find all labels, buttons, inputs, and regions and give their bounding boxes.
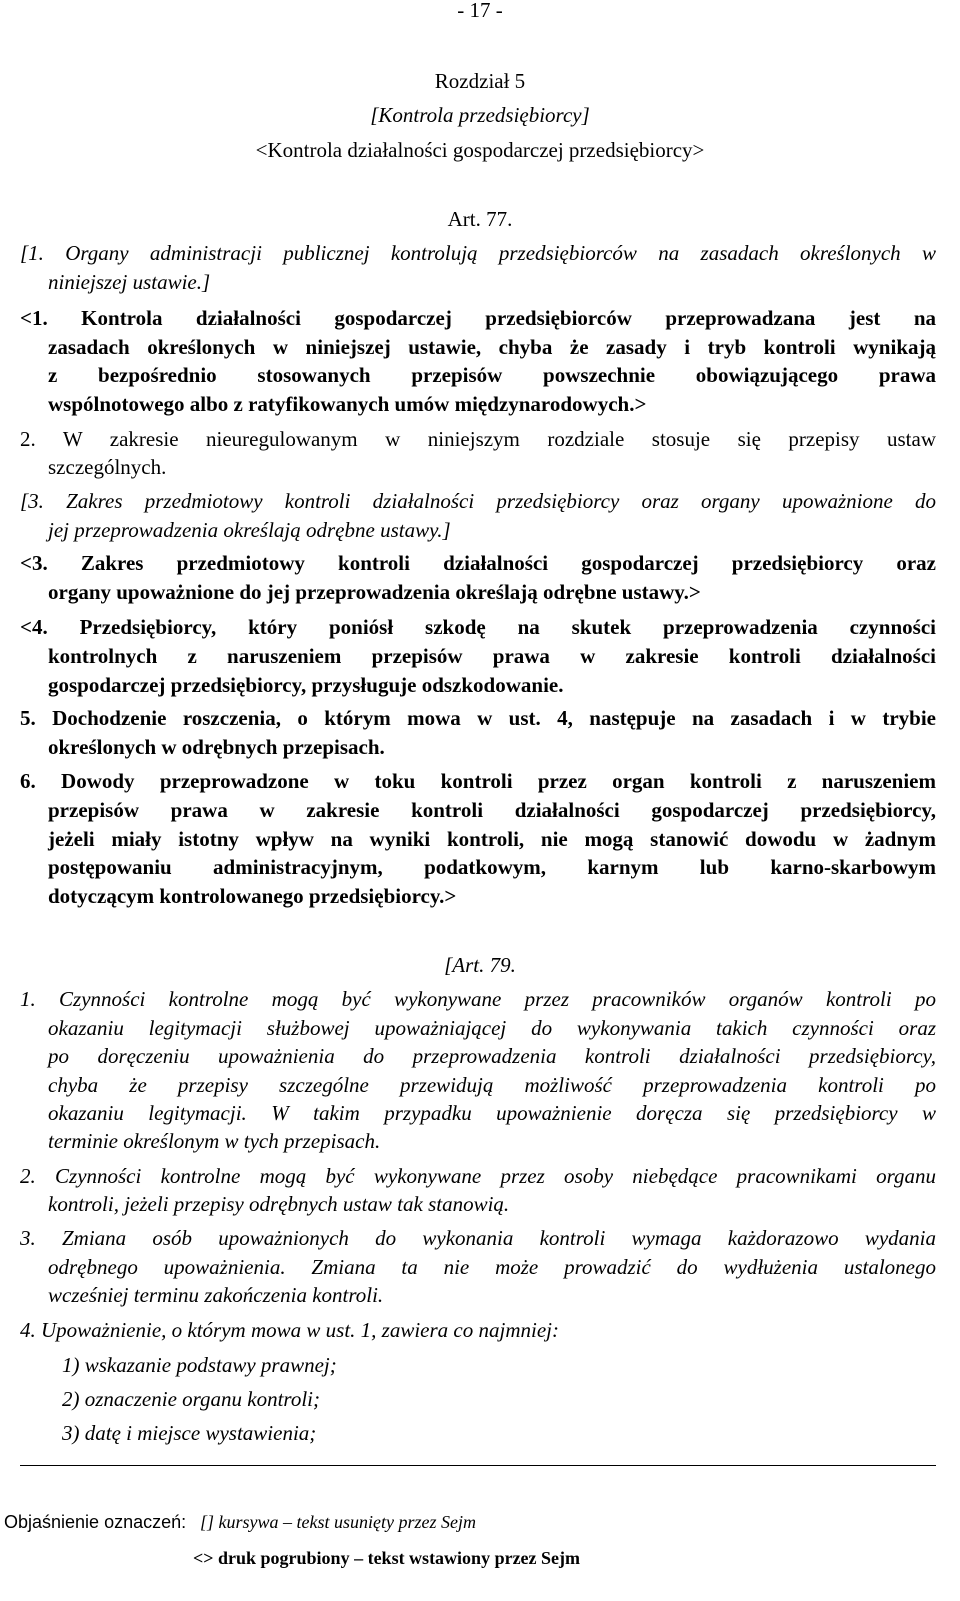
art79-p4: 4. Upoważnienie, o którym mowa w ust. 1, zawiera co najmniej: [20,1318,559,1342]
art77-old-p3-line: [3. Zakres przedmiotowy kontroli działalności przedsiębiorcy oraz organy upoważnione do [20,489,936,513]
art77-new-p3-line: <3. Zakres przedmiotowy kontroli działalności gospodarczej przedsiębiorcy oraz [20,551,936,575]
art77-new-p1-line: zasadach określonych w niniejszej ustawie, chyba że zasady i tryb kontroli wynikają [48,335,936,359]
art79-p1-line: okazaniu legitymacji służbowej upoważniającej do wykonywania takich czynności oraz [48,1016,936,1040]
art77-new-p1-line: wspólnotowego albo z ratyfikowanych umów międzynarodowych.> [48,392,647,416]
art77-new-p4-line: gospodarczej przedsiębiorcy, przysługuje odszkodowanie. [48,673,564,697]
art77-new-p4-line: kontrolnych z naruszeniem przepisów prawa w zakresie kontroli działalności [48,644,936,668]
chapter-old-subtitle: [Kontrola przedsiębiorcy] [370,103,590,127]
chapter-title: Rozdział 5 [434,69,526,93]
art77-old-p3-line: jej przeprowadzenia określają odrębne ustawy.] [48,518,451,542]
art79-p2-line: 2. Czynności kontrolne mogą być wykonywane przez osoby niebędące pracownikami organu [20,1164,936,1188]
art77-new-p6-line: jeżeli miały istotny wpływ na wyniki kontroli, nie mogą stanowić dowodu w żadnym [48,827,936,851]
art79-p3-line: 3. Zmiana osób upoważnionych do wykonania kontroli wymaga każdorazowo wydania [20,1226,936,1250]
article-77-title: Art. 77. [447,207,513,231]
art77-new-p6-line: postępowaniu administracyjnym, podatkowym, karnym lub karno-skarbowym [48,855,936,879]
art79-p1-line: terminie określonym w tych przepisach. [48,1129,381,1153]
article-79-title: [Art. 79. [444,953,516,977]
legend-bold: <> druk pogrubiony – tekst wstawiony przez Sejm [193,1548,581,1568]
art77-new-p4-line: <4. Przedsiębiorcy, który poniósł szkodę na skutek przeprowadzenia czynności [20,615,936,639]
art79-p3-line: odrębnego upoważnienia. Zmiana ta nie może prowadzić do wydłużenia ustalonego [48,1255,936,1279]
art77-old-p1-line: niniejszej ustawie.] [48,270,211,294]
art77-new-p3-line: organy upoważnione do jej przeprowadzenia określają odrębne ustawy.> [48,580,701,604]
art77-new-p6-line: dotyczącym kontrolowanego przedsiębiorcy.> [48,884,457,908]
art77-p2-line: szczególnych. [48,455,167,479]
art79-p1-line: 1. Czynności kontrolne mogą być wykonywane przez pracowników organów kontroli po [20,987,936,1011]
footer-divider [20,1465,936,1466]
art79-list-item: 1) wskazanie podstawy prawnej; [62,1353,337,1377]
legend-label: Objaśnienie oznaczeń: [4,1512,187,1532]
chapter-new-subtitle: <Kontrola działalności gospodarczej przedsiębiorcy> [255,138,705,162]
page-number: - 17 - [457,0,503,22]
art79-list-item: 2) oznaczenie organu kontroli; [62,1387,320,1411]
art79-p2-line: kontroli, jeżeli przepisy odrębnych ustaw tak stanowią. [48,1192,510,1216]
art79-p3-line: wcześniej terminu zakończenia kontroli. [48,1283,384,1307]
art79-p1-line: po doręczeniu upoważnienia do przeprowadzenia kontroli działalności przedsiębiorcy, [48,1044,936,1068]
legend-italic: [] kursywa – tekst usunięty przez Sejm [200,1512,476,1532]
art77-old-p1-line: [1. Organy administracji publicznej kontrolują przedsiębiorców na zasadach określonych w [20,241,936,265]
art77-new-p5-line: określonych w odrębnych przepisach. [48,735,385,759]
art79-list-item: 3) datę i miejsce wystawienia; [62,1421,317,1445]
art77-new-p6-line: 6. Dowody przeprowadzone w toku kontroli przez organ kontroli z naruszeniem [20,769,936,793]
art79-p1-line: chyba że przepisy szczególne przewidują możliwość przeprowadzenia kontroli po [48,1073,936,1097]
art79-p1-line: okazaniu legitymacji. W takim przypadku upoważnienie doręcza się przedsiębiorcy w [48,1101,936,1125]
art77-new-p5-line: 5. Dochodzenie roszczenia, o którym mowa w ust. 4, następuje na zasadach i w trybie [20,706,936,730]
art77-new-p6-line: przepisów prawa w zakresie kontroli działalności gospodarczej przedsiębiorcy, [48,798,936,822]
art77-p2-line: 2. W zakresie nieuregulowanym w niniejszym rozdziale stosuje się przepisy ustaw [20,427,936,451]
art77-new-p1-line: <1. Kontrola działalności gospodarczej przedsiębiorców przeprowadzana jest na [20,306,936,330]
art77-new-p1-line: z bezpośrednio stosowanych przepisów powszechnie obowiązującego prawa [48,363,936,387]
